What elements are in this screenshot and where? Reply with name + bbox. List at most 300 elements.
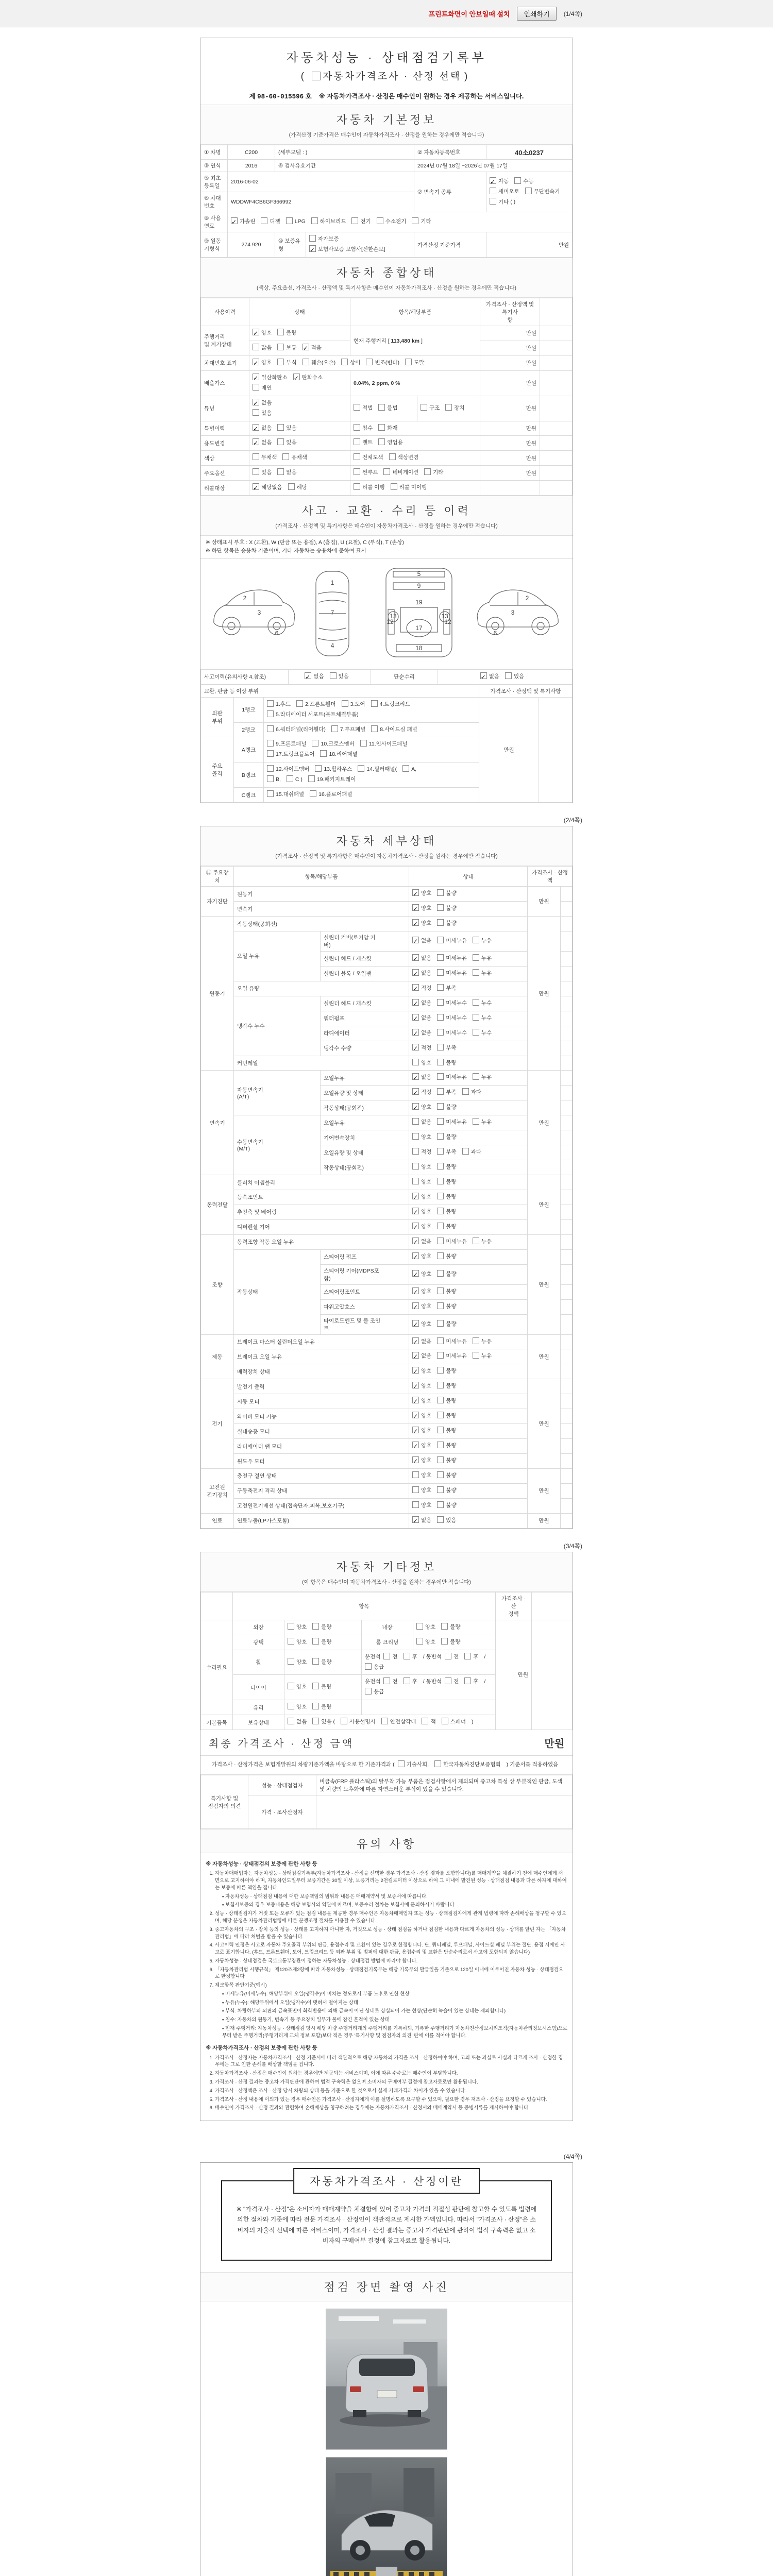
checkbox-label: A, bbox=[411, 766, 417, 773]
checkbox-option[interactable] bbox=[412, 998, 431, 1009]
checkbox-option[interactable] bbox=[404, 1677, 417, 1687]
checkbox-option[interactable] bbox=[293, 373, 323, 383]
checkbox-unchecked-icon bbox=[309, 235, 316, 242]
checkbox-option[interactable] bbox=[412, 1351, 431, 1362]
checkbox-unchecked-icon bbox=[445, 1653, 451, 1659]
checkbox-option[interactable] bbox=[412, 1337, 431, 1347]
checkbox-option[interactable] bbox=[473, 1237, 492, 1247]
checkbox-option[interactable] bbox=[253, 373, 288, 383]
checkbox-option[interactable] bbox=[412, 1192, 431, 1202]
checkbox-option[interactable] bbox=[412, 1147, 431, 1158]
checkbox-option[interactable] bbox=[437, 1302, 456, 1312]
checkbox-option[interactable] bbox=[354, 438, 373, 448]
checkbox-option[interactable] bbox=[462, 1147, 481, 1158]
checkbox-option[interactable] bbox=[421, 403, 440, 414]
checkbox-option[interactable] bbox=[437, 1426, 456, 1436]
checkbox-option[interactable] bbox=[341, 358, 360, 368]
state-code-legend bbox=[200, 536, 573, 559]
checkbox-option[interactable] bbox=[341, 1717, 376, 1727]
checkbox-option[interactable] bbox=[437, 1501, 456, 1511]
checkbox-option[interactable] bbox=[267, 750, 314, 760]
checkbox-option[interactable] bbox=[404, 1652, 417, 1663]
checkbox-option[interactable] bbox=[437, 1028, 467, 1039]
checkbox-label: 사용설명서 bbox=[349, 1719, 376, 1725]
checkbox-option[interactable] bbox=[437, 1441, 456, 1451]
checkbox-option[interactable] bbox=[422, 1717, 435, 1727]
checkbox-option[interactable] bbox=[437, 1471, 456, 1481]
checkbox-option[interactable] bbox=[320, 750, 357, 760]
checkbox-option[interactable] bbox=[464, 1652, 478, 1663]
checkbox-option[interactable] bbox=[437, 1456, 456, 1466]
checkbox-unchecked-icon bbox=[437, 1044, 444, 1050]
checkbox-label: 없음 bbox=[421, 1074, 432, 1081]
holding-checks bbox=[284, 1715, 496, 1730]
checkbox-option[interactable] bbox=[445, 403, 464, 414]
checkbox-option[interactable] bbox=[412, 1486, 431, 1496]
detail-row bbox=[201, 1334, 573, 1349]
checkbox-option[interactable] bbox=[473, 1073, 492, 1083]
checkbox-option[interactable] bbox=[490, 177, 509, 187]
checkbox-label: 불량 bbox=[446, 1413, 457, 1419]
checkbox-option[interactable] bbox=[412, 1177, 431, 1188]
checkbox-option[interactable] bbox=[445, 1677, 459, 1687]
checkbox-option[interactable] bbox=[473, 969, 492, 979]
checkbox-option[interactable] bbox=[277, 328, 296, 338]
item-label: 발전기 출력 bbox=[234, 1379, 409, 1394]
checkbox-option[interactable] bbox=[312, 739, 354, 750]
item-state bbox=[409, 887, 528, 902]
checkbox-option[interactable] bbox=[354, 423, 373, 434]
checkbox-label: 불량 bbox=[446, 1134, 457, 1141]
checkbox-option[interactable] bbox=[480, 672, 499, 682]
checkbox-option[interactable] bbox=[437, 1117, 467, 1128]
checkbox-option[interactable] bbox=[312, 1717, 335, 1727]
checkbox-option[interactable] bbox=[412, 1058, 431, 1069]
checkbox-label: 디젤 bbox=[270, 218, 280, 225]
checkbox-option[interactable] bbox=[253, 438, 272, 448]
checkbox-option[interactable] bbox=[366, 358, 399, 368]
checkbox-option[interactable] bbox=[412, 1207, 431, 1217]
checkbox-option[interactable] bbox=[253, 453, 277, 463]
checkbox-option[interactable] bbox=[277, 438, 296, 448]
checkbox-option[interactable] bbox=[412, 954, 431, 964]
checkbox-option[interactable] bbox=[371, 725, 417, 735]
checkbox-option[interactable] bbox=[412, 1073, 431, 1083]
checkbox-option[interactable] bbox=[441, 1622, 460, 1633]
item-note-cell bbox=[561, 917, 573, 931]
checkbox-option[interactable] bbox=[437, 1252, 456, 1262]
checkbox-option[interactable] bbox=[437, 1396, 456, 1406]
checkbox-option[interactable] bbox=[267, 765, 309, 775]
checkbox-option[interactable] bbox=[253, 483, 282, 493]
checkbox-option[interactable] bbox=[360, 739, 408, 750]
checkbox-option[interactable] bbox=[412, 904, 431, 914]
print-install-notice[interactable]: 프린트화면이 안보일때 설치 bbox=[428, 10, 510, 18]
checkbox-option[interactable] bbox=[437, 1486, 456, 1496]
checkbox-option[interactable] bbox=[437, 1287, 456, 1297]
checkbox-unchecked-icon bbox=[437, 904, 444, 911]
checkbox-option[interactable] bbox=[282, 453, 307, 463]
checkbox-option[interactable] bbox=[437, 1351, 467, 1362]
checkbox-option[interactable] bbox=[267, 700, 291, 710]
checkbox-option[interactable] bbox=[437, 936, 467, 946]
checkbox-option[interactable] bbox=[330, 672, 349, 682]
checkbox-option[interactable] bbox=[378, 403, 397, 414]
checkbox-option[interactable] bbox=[312, 67, 461, 86]
checkbox-option[interactable] bbox=[412, 889, 431, 899]
checkbox-option[interactable] bbox=[412, 1426, 431, 1436]
checkbox-option[interactable] bbox=[437, 889, 456, 899]
checkbox-option[interactable] bbox=[412, 1411, 431, 1421]
checkbox-option[interactable] bbox=[389, 453, 419, 463]
checkbox-option[interactable] bbox=[253, 468, 272, 478]
checkbox-option[interactable] bbox=[412, 936, 431, 946]
checkbox-option[interactable] bbox=[437, 1366, 456, 1377]
checkbox-option[interactable] bbox=[267, 710, 359, 720]
checkbox-option[interactable] bbox=[416, 1637, 435, 1648]
checkbox-label: 양호 bbox=[421, 1383, 432, 1389]
checkbox-option[interactable] bbox=[437, 954, 467, 964]
checkbox-option[interactable] bbox=[473, 1028, 492, 1039]
rank2-label: 2랭크 bbox=[234, 722, 264, 737]
submodel: (세부모델 : ) bbox=[275, 145, 414, 160]
checkbox-option[interactable] bbox=[437, 1516, 456, 1526]
checkbox-option[interactable] bbox=[310, 790, 352, 800]
checkbox-option[interactable] bbox=[437, 1269, 456, 1280]
checkbox-option[interactable] bbox=[358, 765, 397, 775]
emission-label: 배출가스 bbox=[201, 370, 249, 396]
checkbox-label: 10.크로스멤버 bbox=[321, 741, 355, 748]
checkbox-option[interactable] bbox=[267, 775, 281, 785]
checkbox-label: 없음 bbox=[261, 439, 272, 446]
checkbox-option[interactable] bbox=[365, 1687, 384, 1698]
checkbox-option[interactable] bbox=[402, 765, 416, 775]
checkbox-unchecked-icon bbox=[371, 700, 378, 707]
checkbox-option[interactable] bbox=[354, 403, 373, 414]
checkbox-option[interactable] bbox=[412, 1319, 431, 1330]
checkbox-unchecked-icon bbox=[437, 937, 444, 943]
checkbox-option[interactable] bbox=[312, 1702, 331, 1713]
car-damage-diagram bbox=[200, 559, 573, 669]
checkbox-option[interactable] bbox=[309, 234, 339, 245]
checkbox-option[interactable] bbox=[288, 1682, 307, 1692]
detail-row bbox=[201, 1394, 573, 1409]
checkbox-option[interactable] bbox=[412, 1269, 431, 1280]
checkbox-option[interactable] bbox=[437, 1132, 456, 1143]
item-state bbox=[409, 1513, 528, 1528]
exchange-price: 만원 bbox=[479, 697, 539, 803]
checkbox-option[interactable] bbox=[288, 1657, 307, 1668]
usage-items bbox=[350, 436, 480, 451]
checkbox-label: 수동 bbox=[523, 178, 534, 184]
checkbox-label: 있음 bbox=[286, 439, 297, 446]
checkbox-option[interactable] bbox=[267, 725, 326, 735]
checkbox-unchecked-icon bbox=[404, 1653, 410, 1659]
checkbox-option[interactable] bbox=[437, 1237, 467, 1247]
checkbox-label: 전 bbox=[392, 1653, 398, 1660]
checkbox-unchecked-icon bbox=[315, 765, 322, 772]
checkbox-option[interactable] bbox=[412, 1516, 431, 1526]
special-history-label: 특별이력 bbox=[201, 421, 249, 436]
detail-row bbox=[201, 1409, 573, 1424]
checkbox-option[interactable] bbox=[288, 483, 307, 493]
checkbox-option[interactable] bbox=[312, 1657, 331, 1668]
checkbox-option[interactable] bbox=[231, 217, 255, 227]
checkbox-option[interactable] bbox=[308, 775, 356, 785]
checkbox-option[interactable] bbox=[437, 1073, 467, 1083]
checkbox-option[interactable] bbox=[437, 1162, 456, 1173]
checkbox-label: 2.프론트휀더 bbox=[305, 701, 336, 707]
checkbox-option[interactable] bbox=[312, 1637, 331, 1648]
checkbox-option[interactable] bbox=[412, 1501, 431, 1511]
checkbox-option[interactable] bbox=[437, 1177, 456, 1188]
checkbox-option[interactable] bbox=[437, 1043, 456, 1054]
checkbox-option[interactable] bbox=[412, 1222, 431, 1232]
special-state bbox=[249, 421, 350, 436]
checkbox-option[interactable] bbox=[437, 1088, 456, 1098]
checkbox-option[interactable] bbox=[416, 1622, 435, 1633]
checkbox-option[interactable] bbox=[412, 1396, 431, 1406]
accident-history-label: 사고이력(유의사항 4.참조) bbox=[201, 669, 289, 684]
item-sub-label: 냉각수 수량 bbox=[321, 1041, 409, 1056]
checkbox-option[interactable] bbox=[437, 1411, 456, 1421]
checkbox-option[interactable] bbox=[473, 1117, 492, 1128]
checkbox-option[interactable] bbox=[253, 358, 272, 368]
checkbox-checked-icon bbox=[412, 1412, 419, 1418]
checkbox-option[interactable] bbox=[383, 468, 418, 478]
checkbox-option[interactable] bbox=[437, 969, 467, 979]
device-price: 만원 bbox=[528, 1334, 561, 1379]
detail-band bbox=[200, 826, 573, 866]
checkbox-option[interactable] bbox=[253, 409, 272, 419]
checkbox-label: 양호 bbox=[421, 1223, 432, 1230]
checkbox-option[interactable] bbox=[437, 904, 456, 914]
checkbox-unchecked-icon bbox=[312, 1638, 319, 1645]
checkbox-option[interactable] bbox=[288, 1622, 307, 1633]
checkbox-option[interactable] bbox=[437, 1222, 456, 1232]
checkbox-option[interactable] bbox=[462, 1088, 481, 1098]
checkbox-option[interactable] bbox=[412, 1162, 431, 1173]
checkbox-option[interactable] bbox=[412, 1441, 431, 1451]
checkbox-option[interactable] bbox=[309, 245, 385, 255]
checkbox-option[interactable] bbox=[288, 1717, 307, 1727]
item-state bbox=[409, 1100, 528, 1115]
checkbox-option[interactable] bbox=[277, 468, 296, 478]
item-sub-label: 파워고압호스 bbox=[321, 1299, 409, 1314]
checkbox-option[interactable] bbox=[253, 398, 272, 409]
checkbox-label: 없음 bbox=[421, 970, 432, 976]
checkbox-option[interactable] bbox=[525, 187, 560, 197]
checkbox-label: 6.쿼터패널(리어휀다) bbox=[276, 726, 326, 733]
checkbox-option[interactable] bbox=[311, 217, 346, 227]
checkbox-label: 침수 bbox=[362, 425, 373, 431]
checkbox-option[interactable] bbox=[412, 1088, 431, 1098]
checkbox-checked-icon bbox=[412, 1014, 419, 1021]
checkbox-option[interactable] bbox=[412, 1132, 431, 1143]
checkbox-option[interactable] bbox=[253, 343, 272, 353]
checkbox-option[interactable] bbox=[261, 217, 280, 227]
checkbox-option[interactable] bbox=[464, 1677, 478, 1687]
notice-item: 2. 성능 · 상태점검자가 거짓 또는 오류가 있는 점검 내용을 제공한 경우 매수인은 자동차매매업자 또는 성능 · 상태점검자에게 관계 법령에 따라 손해배상을 청구할 수 있으며, 해당 분쟁은 자동차관리법령에 따른 분쟁조정 절차를 이용할 수 있습니다. bbox=[215, 1910, 567, 1925]
checkbox-option[interactable] bbox=[365, 1663, 384, 1673]
checkbox-option[interactable] bbox=[277, 358, 296, 368]
checkbox-label: 유채색 bbox=[291, 454, 307, 461]
checkbox-option[interactable] bbox=[412, 1028, 431, 1039]
checkbox-unchecked-icon bbox=[473, 1337, 479, 1344]
checkbox-option[interactable] bbox=[412, 1456, 431, 1466]
checkbox-option[interactable] bbox=[296, 700, 335, 710]
checkbox-option[interactable] bbox=[331, 725, 365, 735]
checkbox-option[interactable] bbox=[412, 1471, 431, 1481]
checkbox-option[interactable] bbox=[371, 700, 410, 710]
checkbox-option[interactable] bbox=[354, 483, 385, 493]
checkbox-option[interactable] bbox=[412, 1103, 431, 1113]
checkbox-option[interactable] bbox=[277, 343, 296, 353]
checkbox-option[interactable] bbox=[437, 919, 456, 929]
checkbox-unchecked-icon bbox=[398, 1760, 405, 1767]
checkbox-checked-icon bbox=[412, 1208, 419, 1214]
checkbox-label: 불량 bbox=[446, 1179, 457, 1185]
checkbox-option[interactable] bbox=[445, 1652, 459, 1663]
checkbox-unchecked-icon bbox=[277, 468, 284, 475]
checkbox-option[interactable] bbox=[253, 383, 272, 394]
print-toolbar bbox=[0, 0, 773, 27]
checkbox-option[interactable] bbox=[342, 700, 365, 710]
checkbox-option[interactable] bbox=[253, 423, 272, 434]
checkbox-option[interactable] bbox=[267, 790, 304, 800]
checkbox-option[interactable] bbox=[286, 217, 306, 227]
checkbox-checked-icon bbox=[412, 1427, 419, 1433]
checkbox-option[interactable] bbox=[473, 1351, 492, 1362]
checkbox-label: 누유 bbox=[481, 1074, 492, 1081]
checkbox-option[interactable] bbox=[424, 468, 443, 478]
checkbox-option[interactable] bbox=[437, 1337, 467, 1347]
checkbox-option[interactable] bbox=[441, 1637, 460, 1648]
checkbox-option[interactable] bbox=[473, 954, 492, 964]
item-label: 실내송풍 모터 bbox=[234, 1424, 409, 1439]
checkbox-option[interactable] bbox=[312, 1622, 331, 1633]
checkbox-option[interactable] bbox=[377, 217, 407, 227]
device-price: 만원 bbox=[528, 917, 561, 1071]
checkbox-option[interactable] bbox=[412, 984, 431, 994]
checkbox-option[interactable] bbox=[412, 1302, 431, 1312]
checkbox-option[interactable] bbox=[505, 672, 524, 682]
print-button[interactable]: 인쇄하기 bbox=[517, 7, 556, 21]
checkbox-option[interactable] bbox=[378, 423, 397, 434]
checkbox-option[interactable] bbox=[383, 1677, 397, 1687]
detail-row bbox=[201, 1498, 573, 1513]
checkbox-option[interactable] bbox=[437, 998, 467, 1009]
checkbox-unchecked-icon bbox=[437, 1208, 444, 1214]
checkbox-option[interactable] bbox=[312, 1682, 331, 1692]
checkbox-option[interactable] bbox=[288, 1637, 307, 1648]
checkbox-option[interactable] bbox=[437, 1207, 456, 1217]
checkbox-option[interactable] bbox=[412, 1237, 431, 1247]
item-state bbox=[409, 1409, 528, 1424]
checkbox-unchecked-icon bbox=[424, 468, 431, 475]
checkbox-option[interactable] bbox=[354, 453, 383, 463]
checkbox-option[interactable] bbox=[315, 765, 352, 775]
checkbox-option[interactable] bbox=[412, 1366, 431, 1377]
checkbox-option[interactable] bbox=[381, 1717, 416, 1727]
checkbox-option[interactable] bbox=[412, 919, 431, 929]
checkbox-unchecked-icon bbox=[437, 1238, 444, 1244]
checkbox-option[interactable] bbox=[412, 1381, 431, 1392]
checkbox-option[interactable] bbox=[277, 423, 296, 434]
checkbox-label: 누수 bbox=[481, 1014, 492, 1021]
checkbox-option[interactable] bbox=[490, 187, 519, 197]
item-state bbox=[409, 1439, 528, 1454]
checkbox-option[interactable] bbox=[412, 1117, 431, 1128]
checkbox-option[interactable] bbox=[473, 936, 492, 946]
checkbox-option[interactable] bbox=[437, 1013, 467, 1024]
checkbox-option[interactable] bbox=[354, 468, 378, 478]
checkbox-option[interactable] bbox=[473, 998, 492, 1009]
checkbox-option[interactable] bbox=[514, 177, 533, 187]
checkbox-option[interactable] bbox=[378, 438, 402, 448]
checkbox-option[interactable] bbox=[305, 672, 324, 682]
checkbox-option[interactable] bbox=[437, 1103, 456, 1113]
item-sub-label: 오일누유 bbox=[321, 1071, 409, 1086]
checkbox-unchecked-icon bbox=[412, 1501, 419, 1508]
checkbox-option[interactable] bbox=[412, 1287, 431, 1297]
checkbox-option[interactable] bbox=[473, 1337, 492, 1347]
checkbox-option[interactable] bbox=[442, 1717, 466, 1727]
checkbox-option[interactable] bbox=[437, 1319, 456, 1330]
checkbox-unchecked-icon bbox=[437, 1270, 444, 1277]
item-state bbox=[409, 1011, 528, 1026]
checkbox-option[interactable] bbox=[287, 775, 303, 785]
checkbox-label: 리콜 미이행 bbox=[399, 484, 427, 491]
checkbox-option[interactable] bbox=[437, 1192, 456, 1202]
checkbox-unchecked-icon bbox=[358, 765, 364, 772]
tuning-type bbox=[417, 396, 480, 421]
checkbox-option[interactable] bbox=[267, 739, 306, 750]
checkbox-option[interactable] bbox=[303, 343, 322, 353]
item-sub-label: 오일유량 및 상태 bbox=[321, 1145, 409, 1160]
checkbox-option[interactable] bbox=[434, 1760, 501, 1770]
checkbox-option[interactable] bbox=[351, 217, 371, 227]
checkbox-option[interactable] bbox=[437, 984, 456, 994]
checkbox-label: 부족 bbox=[446, 1089, 457, 1096]
checkbox-option[interactable] bbox=[490, 197, 515, 208]
checkbox-label: 양호 bbox=[296, 1704, 307, 1710]
checkbox-option[interactable] bbox=[473, 1013, 492, 1024]
checkbox-option[interactable] bbox=[412, 1252, 431, 1262]
checkbox-option[interactable] bbox=[405, 358, 424, 368]
checkbox-option[interactable] bbox=[412, 217, 431, 227]
checkbox-option[interactable] bbox=[398, 1760, 429, 1770]
checkbox-unchecked-icon bbox=[310, 790, 316, 797]
checkbox-option[interactable] bbox=[437, 1058, 456, 1069]
checkbox-option[interactable] bbox=[412, 969, 431, 979]
checkbox-unchecked-icon bbox=[437, 1178, 444, 1184]
checkbox-option[interactable] bbox=[412, 1043, 431, 1054]
checkbox-label: 양호 bbox=[296, 1638, 307, 1645]
checkbox-option[interactable] bbox=[412, 1013, 431, 1024]
checkbox-unchecked-icon bbox=[416, 1623, 423, 1630]
checkbox-option[interactable] bbox=[437, 1381, 456, 1392]
checkbox-option[interactable] bbox=[288, 1702, 307, 1713]
exchange-extra bbox=[539, 697, 573, 803]
tire-label: 타이어 bbox=[233, 1675, 284, 1700]
checkbox-option[interactable] bbox=[303, 358, 336, 368]
fuel-options bbox=[228, 212, 573, 232]
checkbox-option[interactable] bbox=[383, 1652, 397, 1663]
checkbox-option[interactable] bbox=[253, 328, 272, 338]
checkbox-option[interactable] bbox=[437, 1147, 456, 1158]
checkbox-option[interactable] bbox=[391, 483, 427, 493]
